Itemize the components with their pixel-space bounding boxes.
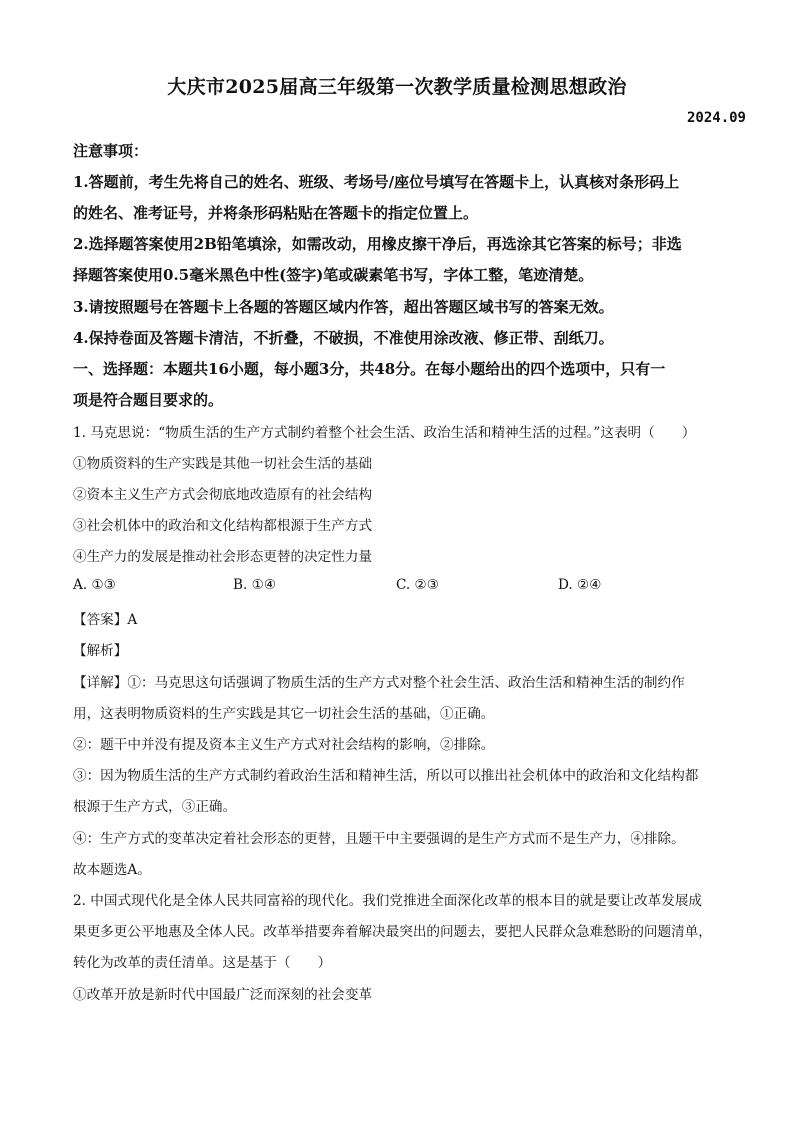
q2-statement-1: ①改革开放是新时代中国最广泛而深刻的社会变革	[73, 987, 373, 1003]
q2-stem-line-3: 转化为改革的责任清单。这是基于（ ）	[73, 955, 332, 971]
q1-detail-line-3: ②：题干中并没有提及资本主义生产方式对社会结构的影响，②排除。	[73, 737, 495, 753]
section-heading-line-2: 项是符合题目要求的。	[73, 391, 224, 409]
q1-stem: 1. 马克思说：“物质生活的生产方式制约着整个社会生活、政治生活和精神生活的过程。”这表明（ ）	[73, 425, 696, 441]
exam-date: 2024.09	[686, 110, 746, 126]
q1-option-b: B. ①④	[233, 577, 277, 593]
note-line-3: 2.选择题答案使用2B铅笔填涂，如需改动，用橡皮擦干净后，再选涂其它答案的标号；非选	[73, 235, 682, 253]
q1-detail-line-5: 根源于生产方式，③正确。	[73, 799, 237, 815]
q1-detail-line-4: ③：因为物质生活的生产方式制约着政治生活和精神生活，所以可以推出社会机体中的政治和文化结构都	[73, 768, 699, 784]
q1-detail-line-2: 用，这表明物质资料的生产实践是其它一切社会生活的基础，①正确。	[73, 706, 495, 722]
note-line-6: 4.保持卷面及答题卡清洁，不折叠，不破损，不准使用涂改液、修正带、刮纸刀。	[73, 329, 614, 347]
q1-statement-2: ②资本主义生产方式会彻底地改造原有的社会结构	[73, 487, 373, 503]
page-title: 大庆市2025届高三年级第一次教学质量检测思想政治	[167, 76, 627, 98]
note-line-4: 择题答案使用0.5毫米黑色中性(签字)笔或碳素笔书写，字体工整，笔迹清楚。	[73, 266, 594, 284]
q1-analysis-label: 【解析】	[73, 643, 128, 659]
q2-stem-line-2: 果更多更公平地惠及全体人民。改革举措要奔着解决最突出的问题去，要把人民群众急难愁盼的问题清单，	[73, 924, 712, 940]
notes-heading: 注意事项：	[73, 142, 149, 160]
q1-option-d: D. ②④	[558, 577, 602, 593]
q1-answer: 【答案】A	[73, 612, 138, 628]
q1-statement-1: ①物质资料的生产实践是其他一切社会生活的基础	[73, 456, 373, 472]
note-line-5: 3.请按照题号在答题卡上各题的答题区域内作答，超出答题区域书写的答案无效。	[73, 298, 614, 316]
section-heading-line-1: 一、选择题：本题共16小题，每小题3分，共48分。在每小题给出的四个选项中，只有一	[73, 360, 666, 378]
note-line-2: 的姓名、准考证号，并将条形码粘贴在答题卡的指定位置上。	[73, 204, 479, 222]
q1-conclusion: 故本题选A。	[73, 862, 151, 878]
q1-detail-line-6: ④：生产方式的变革决定着社会形态的更替，且题干中主要强调的是生产方式而不是生产力，④排除。	[73, 831, 685, 847]
q1-statement-4: ④生产力的发展是推动社会形态更替的决定性力量	[73, 549, 373, 565]
q1-detail-line-1: 【详解】①：马克思这句话强调了物质生活的生产方式对整个社会生活、政治生活和精神生活的制约作	[73, 675, 685, 691]
q2-stem-line-1: 2. 中国式现代化是全体人民共同富裕的现代化。我们党推进全面深化改革的根本目的就是要让改革发展成	[73, 893, 703, 909]
q1-statement-3: ③社会机体中的政治和文化结构都根源于生产方式	[73, 518, 373, 534]
q1-option-a: A. ①③	[73, 577, 116, 593]
q1-option-c: C. ②③	[396, 577, 439, 593]
note-line-1: 1.答题前，考生先将自己的姓名、班级、考场号/座位号填写在答题卡上，认真核对条形码上	[73, 173, 680, 191]
